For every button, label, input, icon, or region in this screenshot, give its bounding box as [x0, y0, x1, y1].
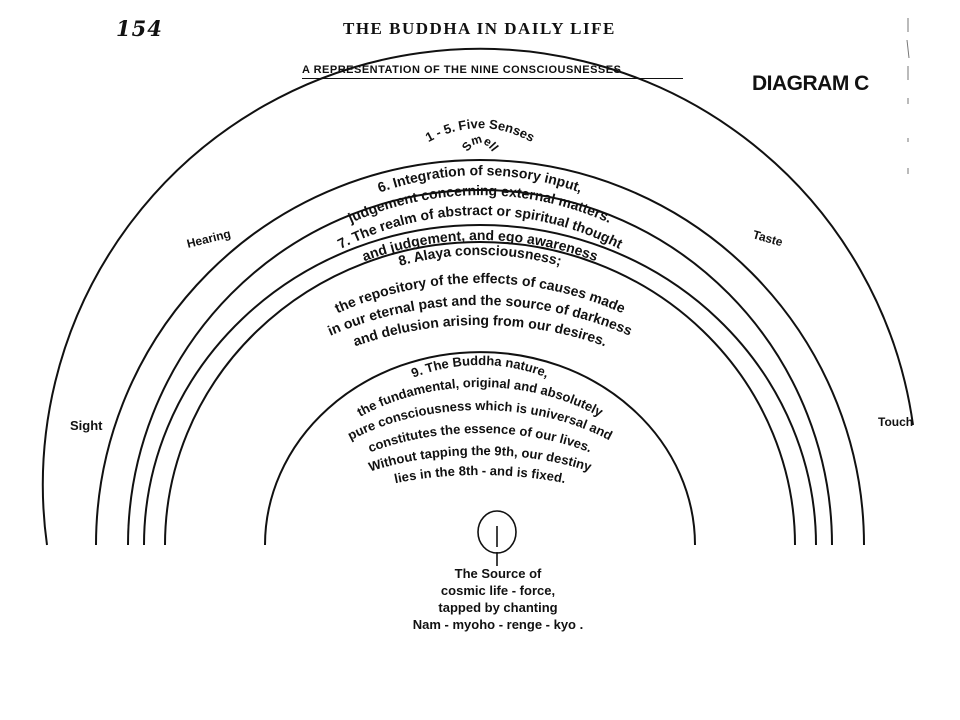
sense-taste: Taste: [751, 227, 785, 250]
sixth-line2: judgement concerning external matters.: [345, 182, 615, 226]
senses-heading: 1 - 5. Five Senses: [422, 116, 538, 145]
seventh-line1: 7. The realm of abstract or spiritual thought: [334, 201, 626, 252]
eighth-line4: and delusion arising from our desires.: [350, 311, 610, 350]
diagram-label: DIAGRAM C: [752, 72, 869, 95]
eighth-line3: in our eternal past and the source of darkness: [325, 291, 635, 339]
seventh-line2: and judgement, and ego awareness: [359, 226, 601, 265]
sense-hearing: Hearing: [185, 226, 233, 251]
source-line1: The Source of: [454, 566, 542, 581]
sense-smell: Smell: [458, 131, 502, 154]
source-circle: [478, 511, 516, 566]
ninth-line3: pure consciousness which is universal and: [345, 398, 615, 444]
source-line2: cosmic life - force,: [440, 583, 556, 598]
diagram-title: A REPRESENTATION OF THE NINE CONSCIOUSNESSES: [302, 64, 683, 79]
ninth-line4: constitutes the essence of our lives.: [365, 420, 595, 456]
running-head: THE BUDDHA IN DAILY LIFE: [343, 19, 616, 38]
ninth-line5: Without tapping the 9th, our destiny: [366, 442, 594, 475]
eighth-line2: the repository of the effects of causes made: [332, 269, 628, 317]
ninth-line2: the fundamental, original and absolutely: [354, 375, 606, 420]
sixth-line1: 6. Integration of sensory input,: [375, 162, 585, 196]
source-line4: Nam - myoho - renge - kyo .: [412, 617, 584, 632]
sense-touch: Touch: [878, 415, 914, 429]
ninth-line6: lies in the 8th - and is fixed.: [392, 462, 568, 487]
source-line3: tapped by chanting: [438, 600, 558, 615]
source-caption: [360, 565, 636, 633]
sense-sight: Sight: [70, 418, 103, 433]
arc-eighth: [165, 242, 795, 545]
page-number: 154: [116, 16, 163, 41]
eighth-line1: 8. Alaya consciousness;: [396, 241, 564, 269]
ninth-line1: 9. The Buddha nature,: [409, 352, 552, 381]
